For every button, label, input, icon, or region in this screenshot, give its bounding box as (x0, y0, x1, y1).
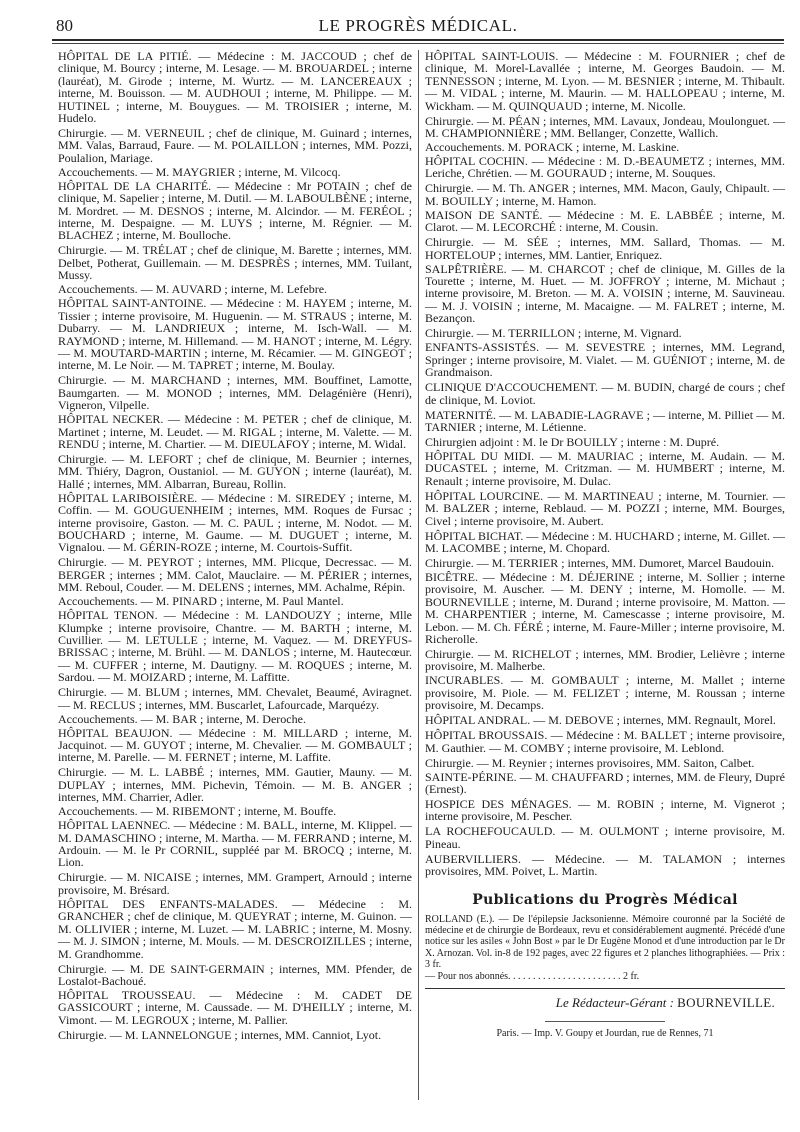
publications-title: Publications du Progrès Médical (472, 891, 738, 908)
hospital-entry: Accouchements. M. PORACK ; interne, M. Laskine. (425, 140, 680, 155)
hospital-entry: Chirurgie. — M. DE SAINT-GERMAIN ; internes, MM. Pfender, de Lostalot-Bachoué. (58, 961, 412, 988)
gerant-name: BOURNEVILLE. (677, 995, 775, 1011)
hospital-entry: Accouchements. — M. AUVARD ; interne, M. Lefebre. (58, 282, 328, 297)
hospital-entry: Chirurgie. — M. NICAISE ; internes, MM. Grampert, Arnould ; interne provisoire, M. Brésard. (58, 870, 412, 897)
imprint-rule (545, 1021, 665, 1022)
hospital-entry: HÔPITAL TROUSSEAU. — Médecine : M. CADET DE GASSICOURT ; interne, M. Caussade. — M. D'HEILLY ; interne, M. Vimont. — M. LEGROUX ; interne, M. Pallier. (58, 987, 412, 1027)
hospital-entry: Chirurgie. — M. L. LABBÉ ; internes, MM. Gautier, Mauny. — M. DUPLAY ; internes, MM. Pichevin, Témoin. — M. B. ANGER ; internes, MM. Charrier, Adler. (58, 765, 412, 805)
left-column (58, 50, 412, 1043)
page-number: 80 (56, 16, 73, 35)
hospital-entry: HÔPITAL LAENNEC. — Médecine : M. BALL, interne, M. Klippel. — M. DAMASCHINO ; interne, M. Martha. — M. FERRAND ; interne, M. Ardouin. — M. le Pr CORNIL, suppléé par M. BROCQ ; interne, M. Lion. (58, 818, 412, 870)
hospital-entry: AUBERVILLIERS. — Médecine. — M. TALAMON ; internes provisoires, MM. Poivet, L. Martin. (425, 851, 785, 879)
hospital-entry: Chirurgie. — M. MARCHAND ; internes, MM. Bouffinet, Lamotte, Baumgarten. — M. MONOD ; internes, MM. Delagénière (Henri), Vigneron, Vilpelle. (58, 373, 412, 413)
publications-price-line: — Pour nos abonnés. . . . . . . . . . . . . . . . . . . . . . . 2 fr. (425, 970, 640, 982)
right-column (425, 50, 785, 1039)
header-rule (52, 39, 784, 41)
hospital-entry: SALPÊTRIÈRE. — M. CHARCOT ; chef de clinique, M. Gilles de la Tourette ; interne, M. Huet. — M. JOFFROY ; interne, M. Michaut ; interne provisoire, M. Breton. — M. A. VOISIN ; interne, M. Sauvineau. — M. J. VOISIN ; interne, M. Macaigne. — M. FALRET ; interne, M. Bezançon. (425, 261, 785, 326)
hospital-entry: MAISON DE SANTÉ. — Médecine : M. E. LABBÉE ; interne, M. Clarot. — M. LECORCHÉ : interne, M. Cousin. (425, 207, 785, 235)
hospital-entry: Chirurgie. — M. LEFORT ; chef de clinique, M. Beurnier ; internes, MM. Thiéry, Dagron, Oustaniol. — M. GUYON ; interne (lauréat), M. Hallé ; internes, MM. Albarran, Bureau, Rollin. (58, 451, 412, 491)
hospital-entry: HÔPITAL LARIBOISIÈRE. — Médecine : M. SIREDEY ; interne, M. Coffin. — M. GOUGUENHEIM ; internes, MM. Roques de Fursac ; interne provisoire, Gaston. — M. C. PAUL ; interne, M. Nodot. — M. BOUCHARD ; interne, M. Gaume. — M. DUGUET ; interne, M. Vignalou. — M. GÉRIN-ROZE ; interne, M. Courtois-Suffit. (58, 490, 412, 555)
hospital-entry: Chirurgie. — M. TERRILLON ; interne, M. Vignard. (425, 326, 682, 341)
printer-imprint: Paris. — Imp. V. Goupy et Jourdan, rue de Rennes, 71 (496, 1028, 714, 1040)
hospital-entry: MATERNITÉ. — M. LABADIE-LAGRAVE ; — interne, M. Pilliet — M. TARNIER ; interne, M. Létienne. (425, 407, 785, 434)
hospital-entry: Chirurgie. — M. BLUM ; internes, MM. Chevalet, Beaumé, Aviragnet. — M. RECLUS ; internes, MM. Buscarlet, Lafourcade, Marquézy. (58, 685, 412, 712)
hospital-entry: Chirurgie. — M. VERNEUIL ; chef de clinique, M. Guinard ; internes, MM. Valas, Barraud, Faure. — M. POLAILLON ; internes, MM. Pozzi, Poulalion, Mariage. (58, 126, 412, 165)
hospital-entry: Chirurgie. — M. TRÉLAT ; chef de clinique, M. Barette ; internes, MM. Delbet, Potherat, Guillemain. — M. DESPRÈS ; internes, MM. Tuilant, Mussy. (58, 243, 412, 283)
hospital-entry: HÔPITAL SAINT-LOUIS. — Médecine : M. FOURNIER ; chef de clinique, M. Morel-Lavallée ; interne, M. Georges Baudoin. — M. TENNESSON ; interne, M. Lyon. — M. BESNIER ; interne, M. Thibault. — M. VIDAL ; interne, M. Maurin. — M. HALLOPEAU ; interne, M. Wickham. — M. QUINQUAUD ; interne, M. Nicolle. (425, 49, 785, 113)
gerant-line (425, 995, 775, 1011)
hospital-entry: HÔPITAL DU MIDI. — M. MAURIAC ; interne, M. Audain. — M. DUCASTEL ; interne, M. Critzman. — M. HUMBERT ; interne, M. Renault ; interne provisoire, M. Dulac. (425, 448, 785, 488)
hospital-entry: HÔPITAL SAINT-ANTOINE. — Médecine : M. HAYEM ; interne, M. Tissier ; interne provisoire, M. Huguenin. — M. STRAUS ; interne, M. Dubarry. — M. LANDRIEUX ; interne, M. Isch-Wall. — M. RAYMOND ; interne, M. Hillemand. — M. HANOT ; interne, M. Légry. — M. MOUTARD-MARTIN ; interne, M. Récamier. — M. GINGEOT ; interne, M. Le Noir. — M. TAPRET ; interne, M. Boulay. (58, 296, 412, 373)
hospital-entry: Chirurgie. — M. Th. ANGER ; internes, MM. Macon, Gauly, Chipault. — M. BOUILLY ; interne, M. Hamon. (425, 181, 785, 208)
hospital-entry: Accouchements. — M. MAYGRIER ; interne, M. Vilcocq. (58, 164, 341, 179)
hospital-entry: HÔPITAL BICHAT. — Médecine : M. HUCHARD ; interne, M. Gillet. — M. LACOMBE ; interne, M. Chopard. (425, 528, 785, 555)
hospital-entry: Accouchements. — M. RIBEMONT ; interne, M. Bouffe. (58, 804, 337, 819)
hospital-entry: HÔPITAL ANDRAL. — M. DEBOVE ; internes, MM. Regnault, Morel. (425, 713, 776, 728)
hospital-entry: BICÊTRE. — Médecine : M. DÉJERINE ; interne, M. Sollier ; interne provisoire, M. Auscher. — M. DENY ; interne, M. Homolle. — M. BOURNEVILLE ; interne, M. Durand ; interne provisoire, M. Matton. — M. CHARPENTIER ; interne, M. Camescasse ; interne provisoire, M. Lebon. — M. Ch. FÉRÉ ; interne, M. Faure-Miller ; interne provisoire, M. Richerolle. (425, 569, 785, 646)
hospital-entry: Chirurgie. — M. SÉE ; internes, MM. Sallard, Thomas. — M. HORTELOUP ; internes, MM. Lantier, Enriquez. (425, 235, 785, 262)
page-header (52, 14, 784, 36)
hospital-entry: HOSPICE DES MÉNAGES. — M. ROBIN ; interne, M. Vignerot ; interne provisoire, M. Pescher. (425, 797, 785, 824)
hospital-entry: ENFANTS-ASSISTÉS. — M. SEVESTRE ; internes, MM. Legrand, Springer ; interne provisoire, M. Vialet. — M. GUÉNIOT ; interne, M. de Grandmaison. (425, 340, 785, 380)
hospital-entry: HÔPITAL TENON. — Médecine : M. LANDOUZY ; interne, Mlle Klumpke ; interne provisoire, Chantre. — M. BARTH ; interne, M. Cuvillier. — M. LETULLE ; interne, M. Vaquez. — M. DREYFUS-BRISSAC ; interne, M. Brühl. — M. DANLOS ; interne, M. Hautecœur. — M. CUFFER ; interne, M. Dautigny. — M. ROQUES ; interne, M. Sardou. — M. MOIZARD ; interne, M. Laffitte. (58, 608, 412, 685)
gerant-label: Le Rédacteur-Gérant : (555, 995, 674, 1011)
hospital-entry: HÔPITAL LOURCINE. — M. MARTINEAU ; interne, M. Tournier. — M. BALZER ; interne, Reblaud. — M. POZZI ; interne, MM. Bourges, Civel ; interne provisoire, M. Aubert. (425, 488, 785, 528)
hospital-entry: HÔPITAL DE LA PITIÉ. — Médecine : M. JACCOUD ; chef de clinique, M. Bourcy ; interne, M. Lesage. — M. BROUARDEL ; interne (lauréat), M. Girode ; interne, M. Wurtz. — M. LANCEREAUX ; interne, M. Bouisson. — M. AUDHOUI ; interne, M. Philippe. — M. HUTINEL ; interne, M. Bouygues. — M. TROISIER ; interne, M. Hudelo. (58, 49, 412, 126)
publications-notice: ROLLAND (E.). — De l'épilepsie Jacksonienne. Mémoire couronné par la Société de médecine et de chirurgie de Bordeaux, revu et considérablement augmenté. Précédé d'une notice sur les asiles « John Bost » par le Dr Eugène Monod et d'une introduction par le Dr X. Arnozan. Vol. in-8 de 192 pages, avec 22 figures et 2 planches lithographiées. — Prix : 3 fr. (425, 913, 785, 971)
hospital-entry: LA ROCHEFOUCAULD. — M. OULMONT ; interne provisoire, M. Pineau. (425, 824, 785, 851)
hospital-entry: Accouchements. — M. PINARD ; interne, M. Paul Mantel. (58, 594, 344, 609)
hospital-entry: Chirurgie. — M. LANNELONGUE ; internes, MM. Canniot, Lyot. (58, 1027, 382, 1042)
section-rule (425, 988, 785, 989)
hospital-entry: SAINTE-PÉRINE. — M. CHAUFFARD ; internes, MM. de Fleury, Dupré (Ernest). (425, 769, 785, 796)
header-rule-thin (52, 43, 784, 44)
hospital-entry: HÔPITAL DES ENFANTS-MALADES. — Médecine : M. GRANCHER ; chef de clinique, M. QUEYRAT ; interne, M. Guinon. — M. OLLIVIER ; interne, M. Luzet. — M. LABRIC ; interne, M. Mosny. — M. J. SIMON ; interne, M. Mouls. — M. DESCROIZILLES ; interne, M. Grandhomme. (58, 896, 412, 961)
right-column-entries (425, 50, 785, 878)
hospital-entry: INCURABLES. — M. GOMBAULT ; interne, M. Mallet ; interne provisoire, M. Piole. — M. FELIZET ; interne, M. Roussan ; interne provisoire, M. Decamps. (425, 673, 785, 713)
hospital-entry: Chirurgie. — M. PÉAN ; internes, MM. Lavaux, Jondeau, Moulonguet. — M. CHAMPIONNIÈRE ; MM. Bellanger, Conzette, Wallich. (425, 113, 785, 141)
column-divider (418, 50, 419, 1100)
hospital-entry: HÔPITAL COCHIN. — Médecine : M. D.-BEAUMETZ ; internes, MM. Leriche, Chrétien. — M. GOURAUD ; interne, M. Souques. (425, 154, 785, 181)
hospital-entry: Chirurgie. — M. Reynier ; internes provisoires, MM. Saiton, Calbet. (425, 755, 755, 770)
hospital-entry: CLINIQUE D'ACCOUCHEMENT. — M. BUDIN, chargé de cours ; chef de clinique, M. Loviot. (425, 380, 785, 407)
hospital-entry: HÔPITAL NECKER. — Médecine : M. PETER ; chef de clinique, M. Martinet ; interne, M. Leudet. — M. RIGAL ; interne, M. Valette. — M. RENDU ; interne, M. Chartier. — M. DIEULAFOY ; interne, M. Widal. (58, 412, 412, 451)
hospital-entry: Chirurgie. — M. RICHELOT ; internes, MM. Brodier, Lelièvre ; interne provisoire, M. Malherbe. (425, 646, 785, 674)
hospital-entry: HÔPITAL BEAUJON. — Médecine : M. MILLARD ; interne, M. Jacquinot. — M. GUYOT ; interne, M. Chevalier. — M. GOMBAULT ; interne, M. Parelle. — M. FERNET ; interne, M. Laffite. (58, 725, 412, 765)
hospital-entry: Chirurgie. — M. PEYROT ; internes, MM. Plicque, Decressac. — M. BERGER ; internes ; MM. Calot, Mauclaire. — M. PÉRIER ; internes, MM. Reboul, Couder. — M. DELENS ; internes, MM. Achalme, Répin. (58, 555, 412, 595)
hospital-entry: Accouchements. — M. BAR ; interne, M. Deroche. (58, 711, 306, 726)
running-head: LE PROGRÈS MÉDICAL. (318, 16, 518, 35)
hospital-entry: HÔPITAL DE LA CHARITÉ. — Médecine : Mr POTAIN ; chef de clinique, M. Sapelier ; interne, M. Dutil. — M. LABOULBÈNE ; interne, M. Mordret. — M. DESNOS ; interne, M. Alcindor. — M. FERÉOL ; interne, M. Despaigne. — M. LUYS ; interne, M. Régnier. — M. BLACHEZ ; interne, M. Boulloche. (58, 178, 412, 243)
hospital-entry: Chirurgie. — M. TERRIER ; internes, MM. Dumoret, Marcel Baudouin. (425, 555, 775, 570)
hospital-entry: HÔPITAL BROUSSAIS. — Médecine : M. BALLET ; interne provisoire, M. Gauthier. — M. COMBY ; interne provisoire, M. Leblond. (425, 728, 785, 755)
hospital-entry: Chirurgien adjoint : M. le Dr BOUILLY ; interne : M. Dupré. (425, 434, 720, 449)
